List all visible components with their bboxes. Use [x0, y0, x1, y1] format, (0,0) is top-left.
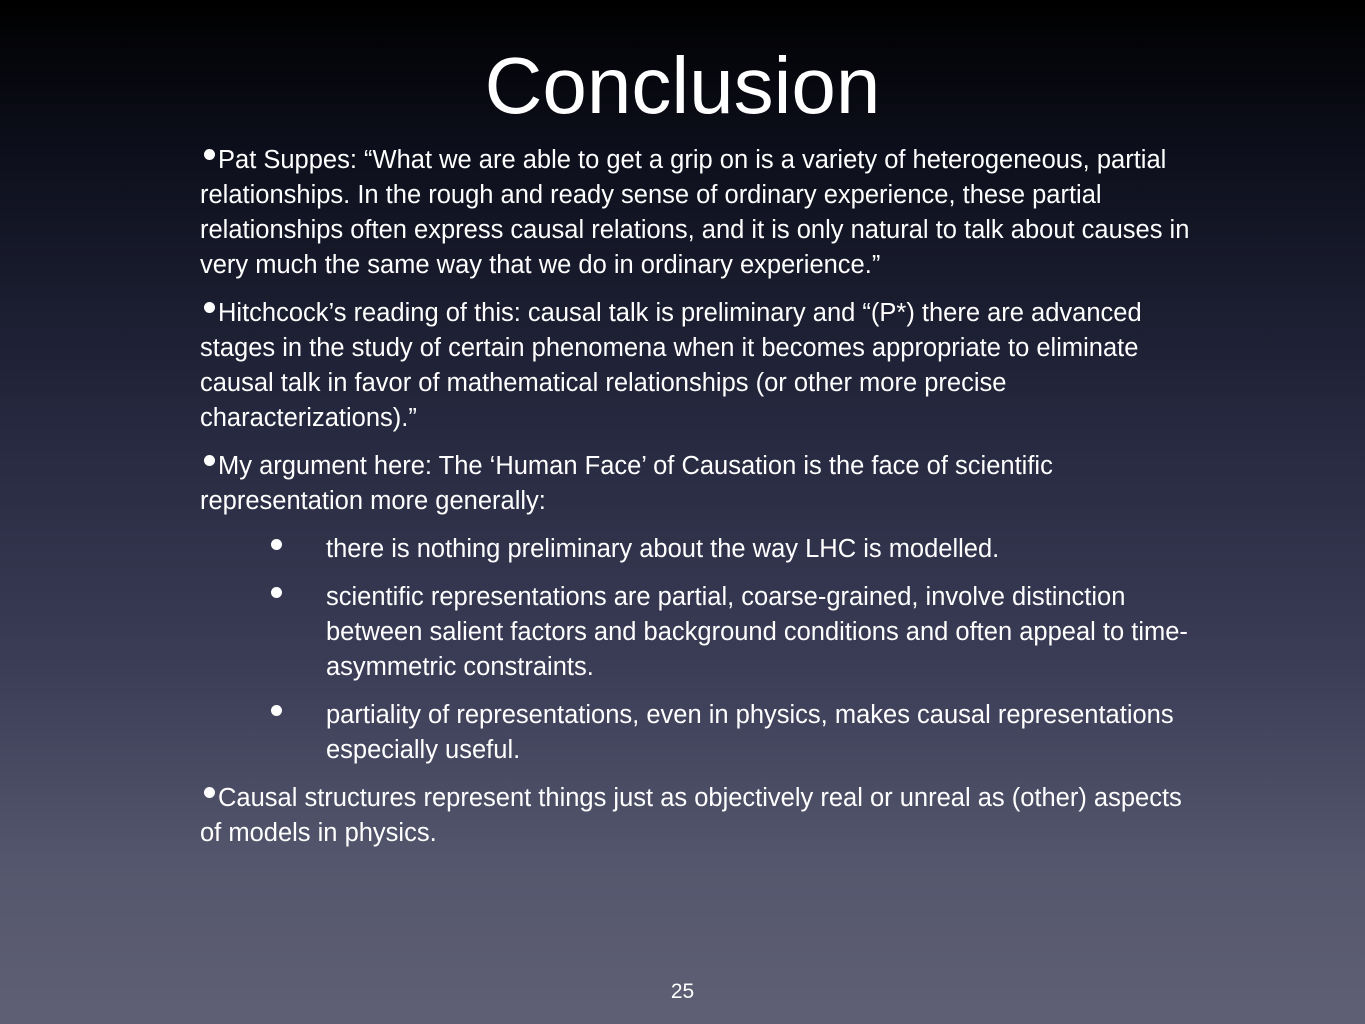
- bullet-text: My argument here: The ‘Human Face’ of Causation is the face of scientific representation more generally:: [200, 452, 1053, 515]
- bullet-dot-icon: [271, 539, 282, 550]
- bullet-text: Causal structures represent things just as objectively real or unreal as (other) aspects of models in physics.: [200, 784, 1182, 847]
- sub-bullet-item: [200, 580, 1210, 685]
- bullet-item: [200, 296, 1210, 436]
- slide-number: 25: [670, 980, 695, 1003]
- sub-bullet-item: [200, 532, 1210, 567]
- sub-bullet-text: partiality of representations, even in physics, makes causal representations especially useful.: [326, 701, 1174, 764]
- bullet-text: Hitchcock’s reading of this: causal talk is preliminary and “(P*) there are advanced stages in the study of certain phenomena when it becomes appropriate to eliminate causal talk in favor of mathematical relationships (or other more precise characterizations).”: [200, 299, 1142, 432]
- bullet-dot-icon: [204, 787, 215, 798]
- sub-bullet-text: scientific representations are partial, coarse-grained, involve distinction between salient factors and background conditions and often appeal to time-asymmetric constraints.: [326, 583, 1188, 681]
- slide-title: Conclusion: [484, 41, 881, 130]
- bullet-item: [200, 143, 1210, 283]
- bullet-dot-icon: [271, 705, 282, 716]
- bullet-item: [200, 781, 1210, 851]
- bullet-dot-icon: [271, 587, 282, 598]
- bullet-item: [200, 449, 1210, 519]
- bullet-dot-icon: [204, 149, 215, 160]
- sub-bullet-item: [200, 698, 1210, 768]
- bullet-dot-icon: [204, 455, 215, 466]
- slide-content: [200, 143, 1210, 864]
- sub-bullet-text: there is nothing preliminary about the way LHC is modelled.: [326, 535, 1000, 563]
- bullet-dot-icon: [204, 302, 215, 313]
- bullet-text: Pat Suppes: “What we are able to get a grip on is a variety of heterogeneous, partial relationships. In the rough and ready sense of ordinary experience, these partial relationships often express causal relations, and it is only natural to talk about causes in very much the same way that we do in ordinary experience.”: [200, 146, 1190, 279]
- sub-bullet-list: [200, 532, 1210, 768]
